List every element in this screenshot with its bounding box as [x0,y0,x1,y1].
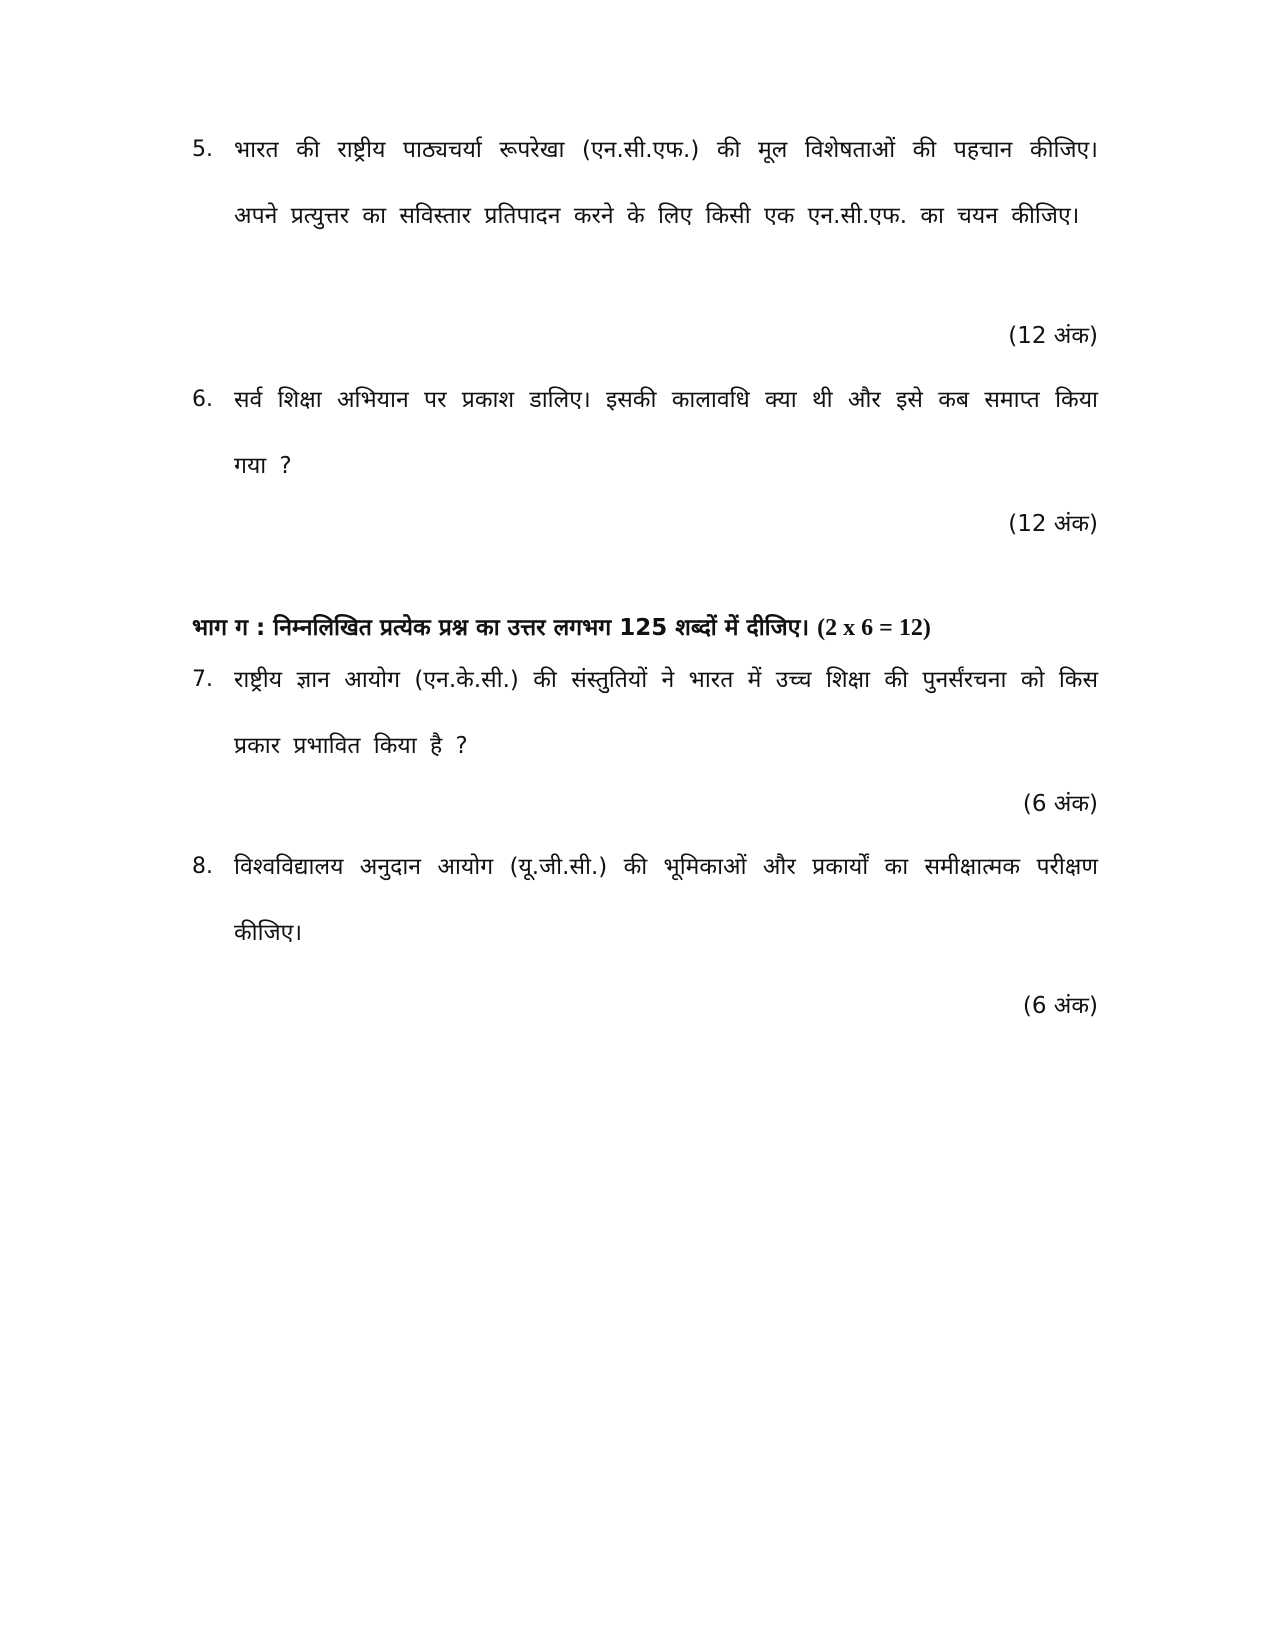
question-marks: (6 अंक) [1022,993,1098,1019]
question-number: 7. [192,667,213,692]
section-heading-text: भाग ग : निम्नलिखित प्रत्येक प्रश्न का उत्तर लगभग 125 शब्दों में दीजिए। [192,615,810,641]
question-text: भारत की राष्ट्रीय पाठ्यचर्या रूपरेखा (एन.सी.एफ.) की मूल विशेषताओं की पहचान कीजिए। अपने प्रत्युत्तर का सविस्तार प्रतिपादन करने के लिए किसी एक एन.सी.एफ. का चयन कीजिए। [234,137,1098,229]
section-heading [192,608,1112,648]
section-marks-formula: (2 x 6 = 12) [817,615,931,641]
question-number: 5. [192,137,213,162]
question-text: विश्वविद्यालय अनुदान आयोग (यू.जी.सी.) की भूमिकाओं और प्रकार्यों का समीक्षात्मक परीक्षण कीजिए। [234,854,1098,946]
question-marks: (6 अंक) [1022,791,1098,817]
question-number: 6. [192,387,213,412]
question-marks: (12 अंक) [1008,511,1098,537]
question-number: 8. [192,854,213,879]
question-text: राष्ट्रीय ज्ञान आयोग (एन.के.सी.) की संस्तुतियों ने भारत में उच्च शिक्षा की पुनर्संरचना को किस प्रकार प्रभावित किया है ? [234,667,1098,759]
question-text: सर्व शिक्षा अभियान पर प्रकाश डालिए। इसकी कालावधि क्या थी और इसे कब समाप्त किया गया ? [234,387,1098,479]
question-marks: (12 अंक) [1008,323,1098,349]
